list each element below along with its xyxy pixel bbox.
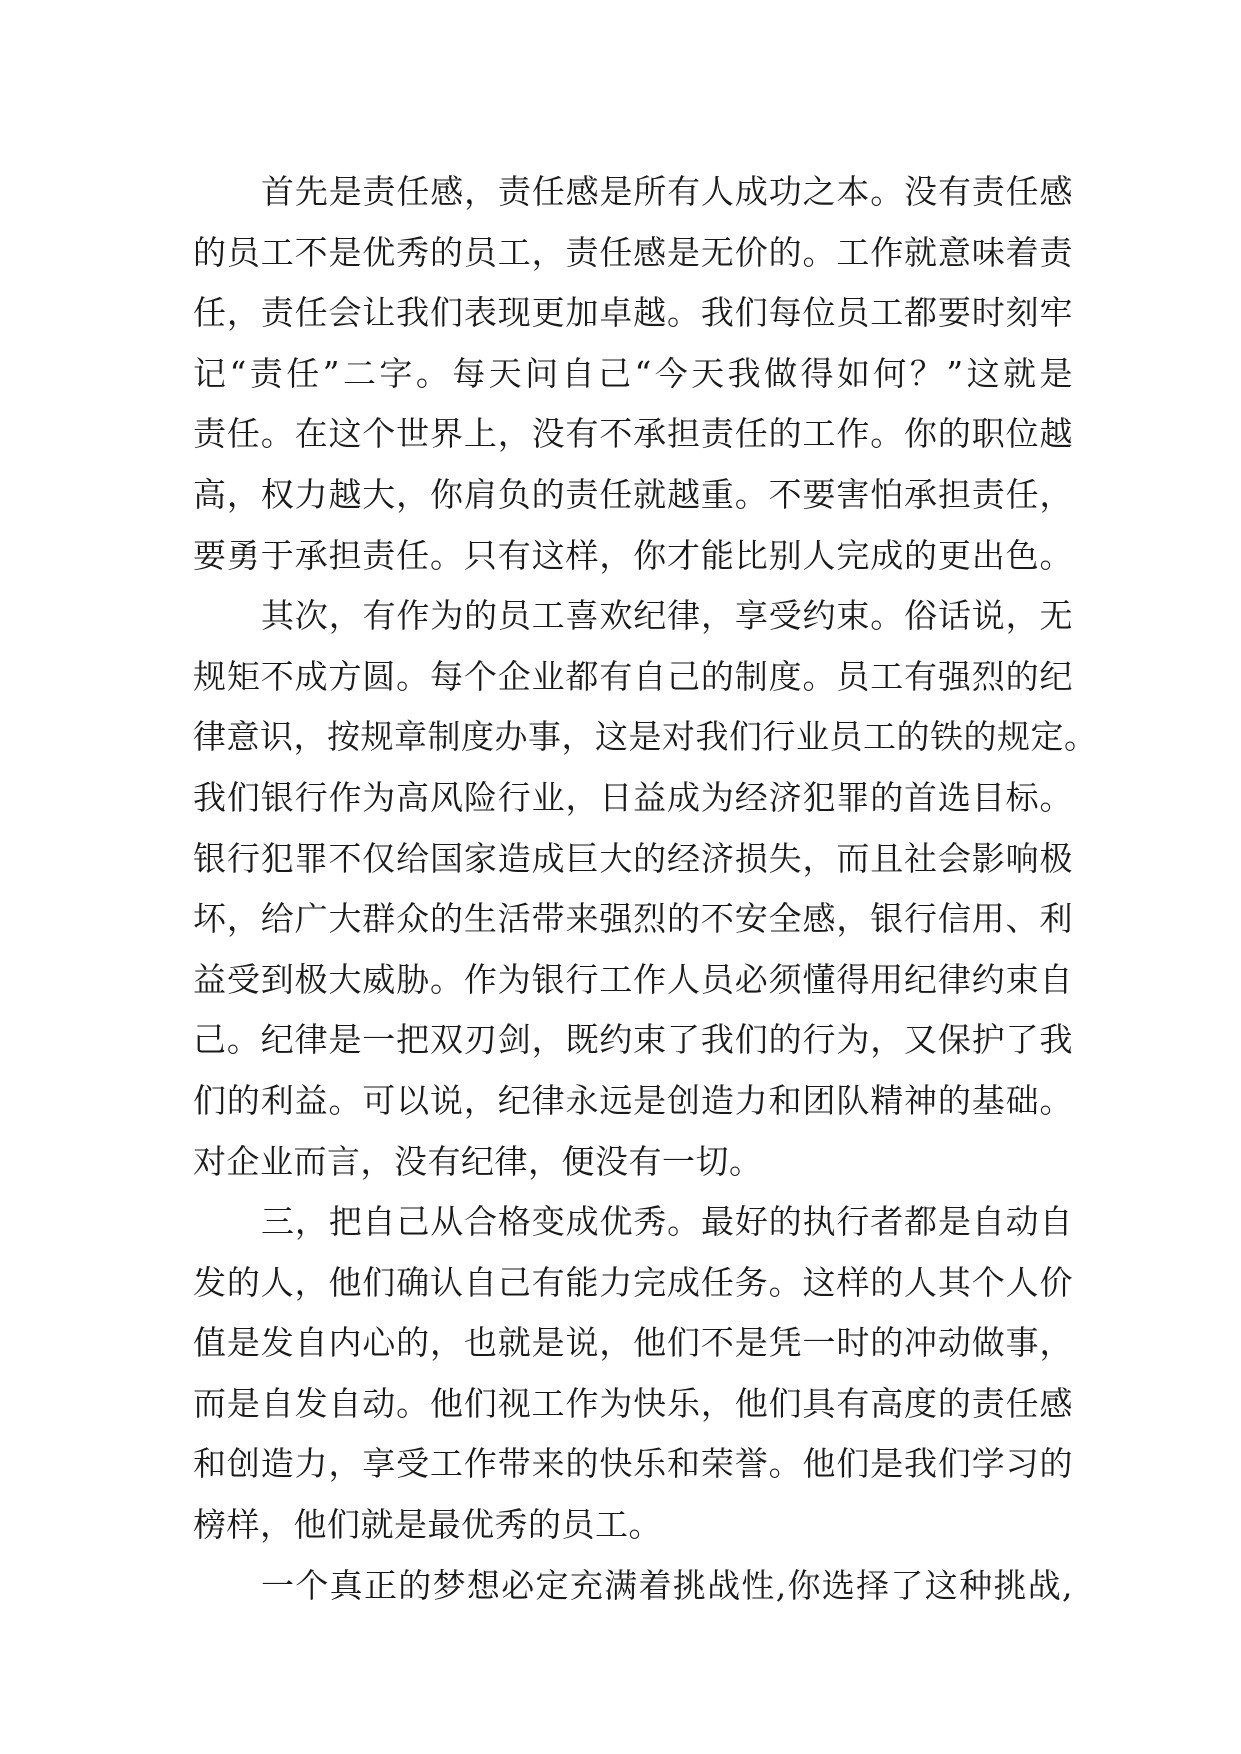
paragraph-line: 益受到极大威胁。作为银行工作人员必须懂得用纪律约束自 [193, 959, 1073, 999]
paragraph-line: 首先是责任感，责任感是所有人成功之本。没有责任感 [261, 172, 1073, 211]
paragraph-line: 银行犯罪不仅给国家造成巨大的经济损失，而且社会影响极 [193, 838, 1073, 878]
paragraph-line: 三，把自己从合格变成优秀。最好的执行者都是自动自 [261, 1202, 1073, 1242]
paragraph-line: 记“责任”二字。每天问自己“今天我做得如何？”这就是 [193, 353, 1073, 393]
paragraph-line: 值是发自内心的，也就是说，他们不是凭一时的冲动做事， [193, 1323, 1073, 1363]
paragraph-line: 们的利益。可以说，纪律永远是创造力和团队精神的基础。 [193, 1080, 1073, 1120]
paragraph-line: 一个真正的梦想必定充满着挑战性,你选择了这种挑战, [261, 1565, 1073, 1605]
paragraph-line: 律意识，按规章制度办事，这是对我们行业员工的铁的规定。 [193, 717, 1098, 757]
paragraph-line: 而是自发自动。他们视工作为快乐，他们具有高度的责任感 [193, 1383, 1073, 1423]
paragraph-line: 责任。在这个世界上，没有不承担责任的工作。你的职位越 [193, 414, 1073, 454]
paragraph-line: 我们银行作为高风险行业，日益成为经济犯罪的首选目标。 [193, 777, 1073, 817]
paragraph-line: 榜样，他们就是最优秀的员工。 [193, 1505, 662, 1545]
paragraph-line: 规矩不成方圆。每个企业都有自己的制度。员工有强烈的纪 [193, 656, 1073, 696]
paragraph-line: 己。纪律是一把双刃剑，既约束了我们的行为，又保护了我 [193, 1020, 1073, 1060]
paragraph-line: 和创造力，享受工作带来的快乐和荣誉。他们是我们学习的 [193, 1444, 1073, 1484]
body-text [193, 162, 1098, 1616]
paragraph-line: 坏，给广大群众的生活带来强烈的不安全感，银行信用、利 [193, 899, 1073, 939]
paragraph-line: 发的人，他们确认自己有能力完成任务。这样的人其个人价 [193, 1262, 1073, 1302]
paragraph-line: 其次，有作为的员工喜欢纪律，享受约束。俗话说，无 [261, 596, 1073, 636]
paragraph-line: 要勇于承担责任。只有这样，你才能比别人完成的更出色。 [193, 535, 1073, 575]
paragraph-line: 高，权力越大，你肩负的责任就越重。不要害怕承担责任， [193, 474, 1073, 514]
paragraph-line: 的员工不是优秀的员工，责任感是无价的。工作就意味着责 [193, 232, 1073, 272]
paragraph-line: 任，责任会让我们表现更加卓越。我们每位员工都要时刻牢 [193, 293, 1073, 333]
paragraph-line: 对企业而言，没有纪律，便没有一切。 [193, 1141, 763, 1181]
